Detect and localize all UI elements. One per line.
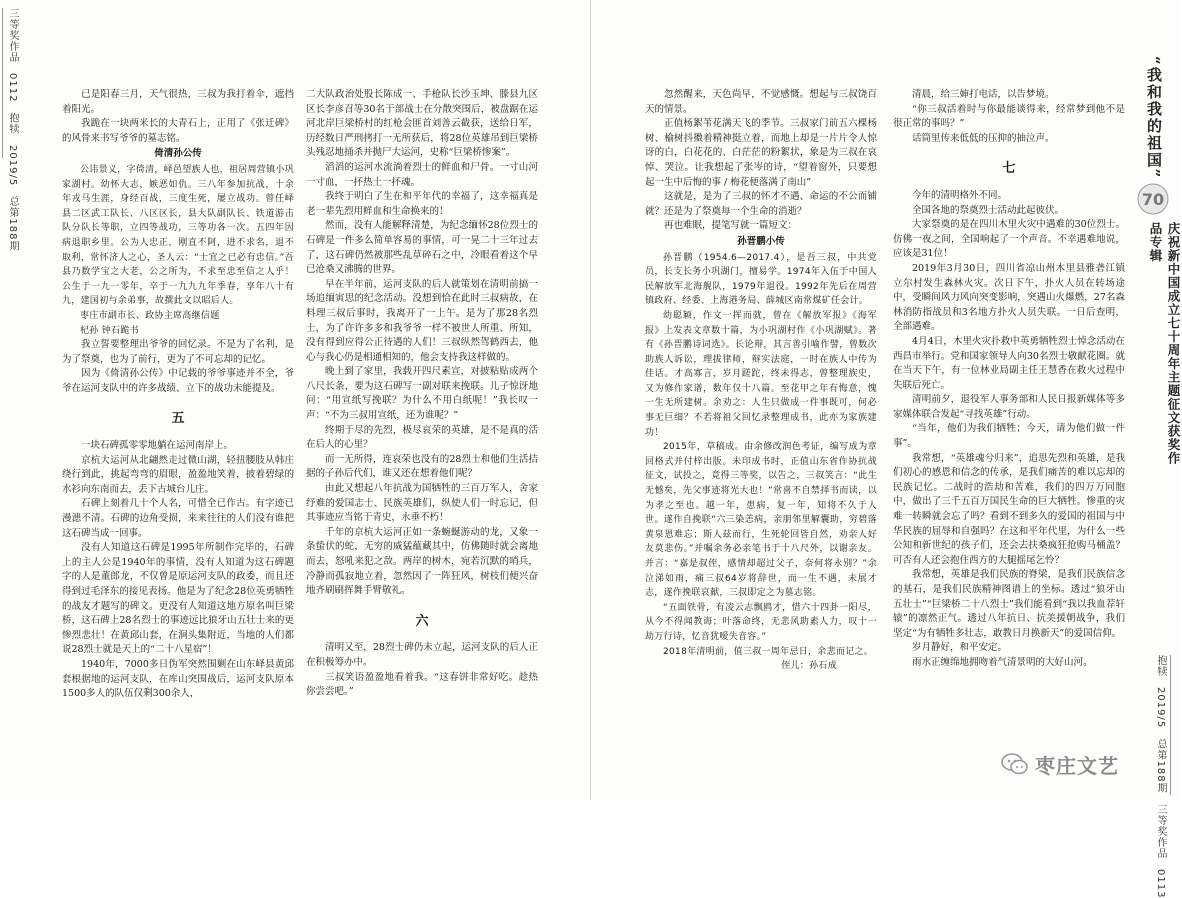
paragraph: 这就是，是为了三叔的怀才不遇、命运的不公而铺就？还是为了祭奠每一个生命的消逝？ xyxy=(645,191,877,217)
category-label: 三等奖作品 xyxy=(7,8,18,63)
category-label: 三等奖作品 xyxy=(1155,803,1166,859)
paragraph: 而一无所得，连哀荣也没有的28烈士和他们生活拮据的子孙后代们，谁又还在想着他们呢？ xyxy=(306,453,538,480)
bio-text: 孙晋鹏（1954.6—2017.4），是吾三叔，中共党员，长支长务小巩湖门，擅易学。1974年入伍于中国人民解放军北海舰队，1979年退役。1992年先后在周营镇政府、经委、上海港务局、薛城区南常煤矿任会计。 xyxy=(645,252,877,307)
text-column-3 xyxy=(645,88,877,786)
wechat-icon xyxy=(1001,752,1029,776)
seventy-anniversary-logo xyxy=(1136,180,1170,218)
journal-name: 抱犊 xyxy=(1155,655,1166,677)
bio-text: 2015年，草稿成。由余修改润色考证，编写成为章回格式并付梓出版。未印成书时，正值山东省作协抗战征文，试投之，竟得三等奖，以告之，三叔笑言：“此生无憾矣，先父事迹将光大也！”常喜不自禁择书而读，以为孝之至也。越一年，患病，复一年，知将不久于人世。遂作自挽联“六三染恙病，亲朋邻里解囊助，穷碧落黄泉恩难忘；斯人兹而行，生死轮回皆自然，劝亲人好友莫悲伤。”并嘱余务必亲笔书于十八尺外，以谢亲友。并言：“嘉是叔侄，感情却超过父子，奈何将永别？”余泣涕如雨，痛三叔64岁将辞世，而一生不遇，未展才志，遂作挽联哀献，三叔即定之为墓志铭。 xyxy=(645,442,877,599)
watermark-text: 枣庄文艺 xyxy=(1035,753,1119,778)
paragraph: 我终于明白了生在和平年代的幸福了，这幸福真是老一辈先烈用鲜血和生命换来的！ xyxy=(306,191,538,217)
paragraph: 二大队政治处股长陈成一、手枪队长沙玉坤、滕县九区区长李彦召等30名干部战士在分散突围后，被盘踞在运河北岸巨梁桥村的红枪会匪首刘善云截获，送给日军，历经数日严刑拷打一无所获后，将28位英雄吊到巨梁桥头残忍地捅杀并抛尸大运河，史称“巨梁桥惨案”。 xyxy=(306,89,538,159)
paragraph: 由此又想起八年抗战为国牺牲的三百万军人，舍家纾难的爱国志士、民族英雄们，纵使人们一时忘记，但其事迹应当铭于青史，永垂不朽！ xyxy=(306,483,538,524)
paragraph: 晚上到了家里，我载开四尺素宣，对披粘贴成两个八尺长条，要为这石碑写一副对联来挽联。儿子惊讶地问：“用宣纸写挽联？为什么不用白纸呢！”我长叹一声：“不为三叔用宣纸，还为谁呢？” xyxy=(306,366,538,422)
paragraph: 再也难眠，提笔写就一篇短文： xyxy=(664,220,798,232)
paragraph: 清晨，给三婶打电话，以告梦境。 xyxy=(912,89,1055,100)
paragraph: 全国各地的祭奠烈士活动此起彼伏。 xyxy=(912,204,1065,216)
paragraph: 我常想，英雄是我们民族的脊梁，是我们民族信念的基石，是我们民族精神图谱上的坐标。透过“狼牙山五壮士”“巨梁桥二十八烈士”我们能看到“我以我血荐轩辕”的凛然正气。透过八年抗日、抗美援朝战争，我们坚定“为有牺牲多壮志，敢教日月换新天”的爱国信仰。 xyxy=(893,569,1125,639)
paragraph: 早在半年前，运河支队的后人就策划在清明前搞一场追缅寅思的纪念活动。没想到恰在此时三叔病故，在料理三叔后事时，我离开了一上午。是为了那28名烈士，为了许许多多和我爷爷一样不被世人所重、所知，没有得到应得公正待遇的人们！三叔纵然驾鹤西去，他心与我心仍是相通相知的，他会支持我这样做的。 xyxy=(306,278,538,363)
paragraph: 京杭大运河从北翩然走过微山湖，轻扭腰肢从韩庄绕行到此，挑起弯弯的眉眼，盈盈地笑着，披着碧绿的水衫向东南而去，丢下古城台儿庄。 xyxy=(62,454,294,495)
paragraph: 因为《倚清孙公传》中记载的爷爷事迹并不全，爷爷在运河支队中的许多战绩、立下的战功未能提及。 xyxy=(62,368,294,394)
banner-title: 庆祝新中国成立七十周年主题征文获奖作品专辑 xyxy=(1148,222,1181,465)
epitaph-signature: 杞孙 钟石跪书 xyxy=(80,325,139,336)
paragraph: 我立誓要整理出爷爷的回忆录。不是为了名利，是为了祭奠，也为了前行，更为了不可忘却的记忆。 xyxy=(62,339,294,365)
epitaph-text: 公讳景义，字倚清，峄邑望族人也，祖居周营镇小巩家湖村。幼怀大志，嫉恶如仇。三八年参加抗战，十余年戎马生涯，身经百战，三度生死，屡立战功。曾任峄县二区武工队长、八区区长，县大队副队长、铁道游击队分队长等职，立四等战功，三等功各一次。五四年因病退职乡里。公为人忠正，刚直不阿，进不求名，退不取利，常怀济人之心，圣人云：“士宜之已必有忠信。”吾县乃数学宝之大老，公之所为，不求至忠至信之人乎！公生于一九一零年，卒于一九九九年季春，享年八十有九，建国初与余弟事，故撰此文以昭后人。 xyxy=(62,164,294,307)
total-issue: 总第188期 xyxy=(7,196,18,252)
paragraph: 2019年3月30日，四川省凉山州木里县雅砻江镇立尔村发生森林火灾。次日下午，扑火人员在转场途中，受瞬间风力风向突变影响，突遇山火爆燃，27名森林消防指战员和3名地方扑火人员失联。一日后查明，全部遇难。 xyxy=(893,262,1125,333)
paragraph: 滔滔的运河水流淌着烈士的鲜血和尸骨。一寸山河一寸血，一抔热土一抔魂。 xyxy=(306,161,538,188)
journal-name: 抱犊 xyxy=(7,112,18,135)
bio-signature: 侄儿：孙石成 xyxy=(781,661,837,672)
bio-title: 孙晋鹏小传 xyxy=(737,235,785,247)
paragraph: 终期于尽的先烈，极尽哀荣的英雄，是不是真的活在后人的心里？ xyxy=(306,424,538,451)
paragraph: “当年，他们为我们牺牲；今天，请为他们做一件事”。 xyxy=(893,423,1125,450)
running-header-left xyxy=(2,8,20,252)
wechat-watermark xyxy=(1001,742,1171,786)
paragraph: “你三叔活着时与你最能谈得来，经常梦到他不是很正常的事吗？” xyxy=(893,103,1125,130)
paragraph: 然而，没有人能解释清楚，为纪念缅怀28位烈士的石碑是一件多么简单容易的事情，可一晃二十三年过去了，这石碑仍然被那些乱草碎石之中，冷眼看着这个早已沧桑又沸腾的世界。 xyxy=(306,220,538,276)
paragraph: 今年的清明格外不同。 xyxy=(912,189,1008,201)
text-column-4 xyxy=(893,88,1125,786)
section-heading: 五 xyxy=(171,411,185,427)
right-page xyxy=(590,0,1181,898)
paragraph: 岁月静好，和平安定。 xyxy=(912,642,1008,654)
paragraph: 我跪在一块两米长的大青石上，正用了《张迁碑》的风骨来书写爷爷的墓志铭。 xyxy=(62,118,294,144)
paragraph: 4月4日，木里火灾扑救中英勇牺牲烈士悼念活动在西昌市举行。党和国家领导人向30名烈士敬献花圈。就在当天下午，有一位林业局副主任王慧香在救火过程中失联后死亡。 xyxy=(893,335,1125,391)
text-column-1 xyxy=(62,88,294,786)
paragraph: 雨水正缠绵地拥吻着气清景明的大好山河。 xyxy=(912,656,1093,668)
paragraph: 没有人知道这石碑是1995年所制作完毕的，石碑上的主人公是1940年的事情，没有人知道为这石碑题字的人是董郎龙，不仅曾是原运河支队的政委，而且还得到过毛泽东的接见表扬。他是为了纪念28位英勇牺牲的战友才题写的碑文。更没有人知道这地方原名叫巨梁桥，这石碑上28名烈士的事迹远比狼牙山五壮士来的更惨烈悲壮！在黄邱山套，在涧头集附近，当地的人们都说28烈士就是天上的“二十八星宿”！ xyxy=(62,542,294,656)
paragraph: 正值杨絮苇花满天飞的季节。三叔家门前五六棵杨树、榆树抖擞着精神挺立着，而地上却是一片片令人惊讶的白，白花花的、白茫茫的粉絮状，象是为三叔在哀悼、哭泣。让我想起了张岑的诗，“望着窗外，只要想起一生中后悔的事 / 梅花便落满了南山” xyxy=(645,118,877,188)
paragraph: 清明又至，28烈士碑仍未立起，运河支队的后人正在积极筹办中。 xyxy=(306,642,538,668)
bio-text: 2018年清明前，值三叔一周年忌日，余悲而记之。 xyxy=(663,646,874,657)
banner-quote: “我和我的祖国” xyxy=(1145,56,1163,180)
page-number: 0112 xyxy=(7,73,18,103)
paragraph: 三叔笑语盈盈地看着我。“这春饼非常好吃。趁热你尝尝吧。” xyxy=(306,671,538,698)
epitaph-signature: 枣庄市副市长、政协主席高继信题 xyxy=(80,310,220,321)
paragraph: 已是阳春三月，天气很热，三叔为我打着伞，遮挡着阳光。 xyxy=(62,89,294,115)
badge-number: 70 xyxy=(1141,190,1165,209)
theme-banner xyxy=(1134,56,1181,476)
paragraph: 1940年，7000多日伪军突然围剿在山东峄县黄邱套根据地的运河支队，在库山突围战后，运河支队原本1500多人的队伍仅剩300余人， xyxy=(62,658,294,700)
bio-text: 幼聪颖，作文一挥而就，曾在《解放军报》《海军报》上发表文章数十篇，为小巩湖村作《小巩湖赋》。著有《孙晋鹏诗词选》。长论辩，其言善引喻作譬，曾数次助族人诉讼，理拔律师，辩实法庭，一时在族人中传为佳话。才高寡言，岁月蹉跎，终未得志，曾整理族史，又为修作家谱，数年仅十八篇。至花甲之年有悔意，愧一生无所建树。余劝之：人生只做成一件事既可，何必事无巨细？不若将祖父回忆录整理成书，此亦为家族建功！ xyxy=(645,310,877,438)
paragraph: 石碑上刻着几十个人名，可惜全已作古。有字迹已漫漶不清。石碑的边角受损，来来往往的人们没有谁把这石碑当成一回事。 xyxy=(62,498,294,539)
issue-label: 2019/5 xyxy=(1155,687,1166,729)
text-column-2 xyxy=(306,88,538,786)
page-number: 0113 xyxy=(1155,869,1166,898)
paragraph: 我常想，“英雄魂兮归来”，追思先烈和英雄，是我们初心的感恩和信念的传承，是我们痛苦的难以忘却的民族记忆。二战时的浩劫和苦难，我们的四万万同胞中，做出了三千五百万国民生命的巨大牺牲。惨重的灾难一转瞬就会忘了吗？看到不到多久的爱国的祖国与中华民族的屈辱和自强吗？在这和平年代里，为什么一些公知和新世纪的孩子们，还会去扶桑疯狂抢购马桶盖？可否有人还会抱住西方的大腿摇尾乞怜？ xyxy=(893,452,1125,566)
paragraph: 一块石碑孤零零地躺在运河南岸上。 xyxy=(81,440,234,452)
bio-text: “五面铁骨，有凌云志飘鸥才，惜六十四卦一阳尽，从今不得闻教诲；叶落命终，无悲风助素人力，叹十一劫万行诗，忆音犹嗳失音容。” xyxy=(645,602,877,642)
section-heading: 七 xyxy=(1002,161,1016,177)
paragraph: 忽然醒来，天色尚早，不觉感慨。想起与三叔饶百天的情景。 xyxy=(645,89,877,115)
paragraph: 话筒里传来低低的压抑的抽泣声。 xyxy=(912,132,1055,144)
left-page xyxy=(0,0,590,800)
paragraph: 清明前夕，退役军人事务部和人民日报新媒体等多家媒体联合发起“寻找英雄”行动。 xyxy=(893,394,1125,420)
section-heading: 六 xyxy=(415,613,429,629)
epitaph-title: 倚清孙公传 xyxy=(154,148,202,160)
total-issue: 总第188期 xyxy=(1155,738,1166,794)
issue-label: 2019/5 xyxy=(7,145,18,187)
paragraph: 千年的京杭大运河正如一条蜿蜒游动的龙，又象一条蛰伏的蛇，无穷的威猛蕴藏其中，仿佛随时就会离地而去，怒吼来犯之敌。两岸的树木，宛若沉默的哨兵，冷静而孤寂地立着，忽然因了一阵狂风，树枝们便兴奋地齐刷刷挥舞手臂敬礼。 xyxy=(306,526,538,597)
paragraph: 大家祭奠的是在四川木里火灾中遇难的30位烈士。仿佛一夜之间，全国响起了一个声音。不幸遇难地说，应该是31位！ xyxy=(893,219,1125,260)
